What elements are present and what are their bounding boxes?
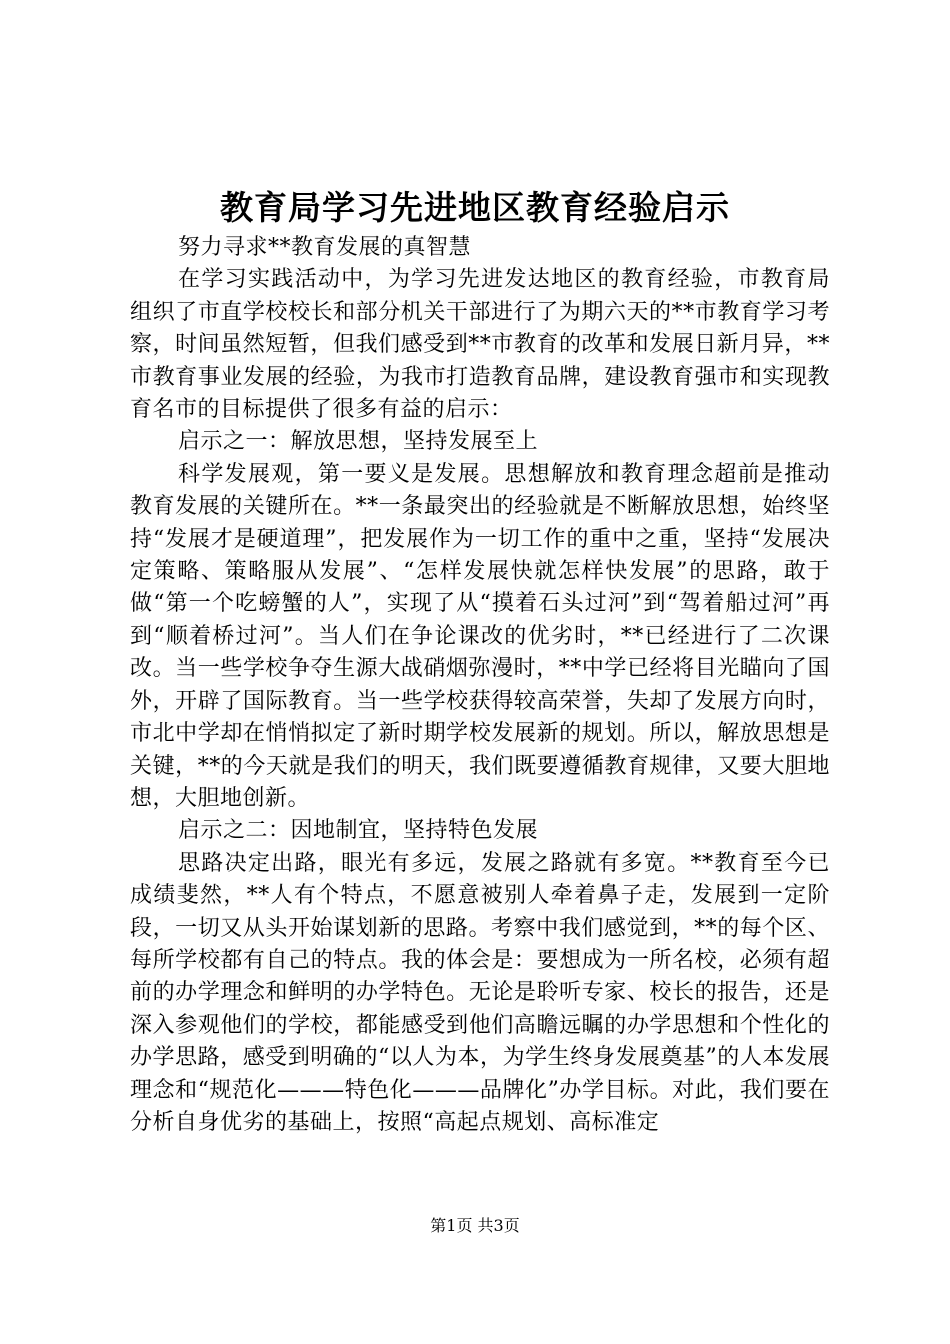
section-heading-1: 启示之一：解放思想，坚持发展至上 (178, 429, 539, 455)
document-body (130, 232, 830, 1139)
section-1-paragraph: 科学发展观，第一要义是发展。思想解放和教育理念超前是推动教育发展的关键所在。**一条最突出的经验就是不断解放思想，始终坚持“发展才是硬道理”，把发展作为一切工作的重中之重，坚持“发展决定策略、策略服从发展”、“怎样发展快就怎样快发展”的思路，敢于做“第一个吃螃蟹的人”，实现了从“摸着石头过河”到“驾着船过河”再到“顺着桥过河”。当人们在争论课改的优劣时，**已经进行了二次课改。当一些学校争夺生源大战硝烟弥漫时，**中学已经将目光瞄向了国外，开辟了国际教育。当一些学校获得较高荣誉，失却了发展方向时，市北中学却在悄悄拟定了新时期学校发展新的规划。所以，解放思想是关键，**的今天就是我们的明天，我们既要遵循教育规律，又要大胆地想，大胆地创新。 (130, 461, 830, 811)
section-heading-2: 启示之二：因地制宜，坚持特色发展 (178, 818, 539, 844)
page-footer: 第1页 共3页 (430, 1216, 520, 1235)
section-2-paragraph: 思路决定出路，眼光有多远，发展之路就有多宽。**教育至今已成绩斐然，**人有个特点，不愿意被别人牵着鼻子走，发展到一定阶段，一切又从头开始谋划新的思路。考察中我们感觉到，**的每个区、每所学校都有自己的特点。我的体会是：要想成为一所名校，必须有超前的办学理念和鲜明的办学特色。无论是聆听专家、校长的报告，还是深入参观他们的学校，都能感受到他们高瞻远瞩的办学思想和个性化的办学思路，感受到明确的“以人为本，为学生终身发展奠基”的人本发展理念和“规范化———特色化———品牌化”办学目标。对此，我们要在分析自身优劣的基础上，按照“高起点规划、高标准定 (130, 850, 830, 1135)
subtitle-paragraph: 努力寻求**教育发展的真智慧 (178, 235, 472, 260)
intro-paragraph: 在学习实践活动中，为学习先进发达地区的教育经验，市教育局组织了市直学校校长和部分机关干部进行了为期六天的**市教育学习考察，时间虽然短暂，但我们感受到**市教育的改革和发展日新月异，**市教育事业发展的经验，为我市打造教育品牌，建设教育强市和实现教育名市的目标提供了很多有益的启示： (130, 267, 830, 423)
document-title: 教育局学习先进地区教育经验启示 (220, 188, 730, 227)
